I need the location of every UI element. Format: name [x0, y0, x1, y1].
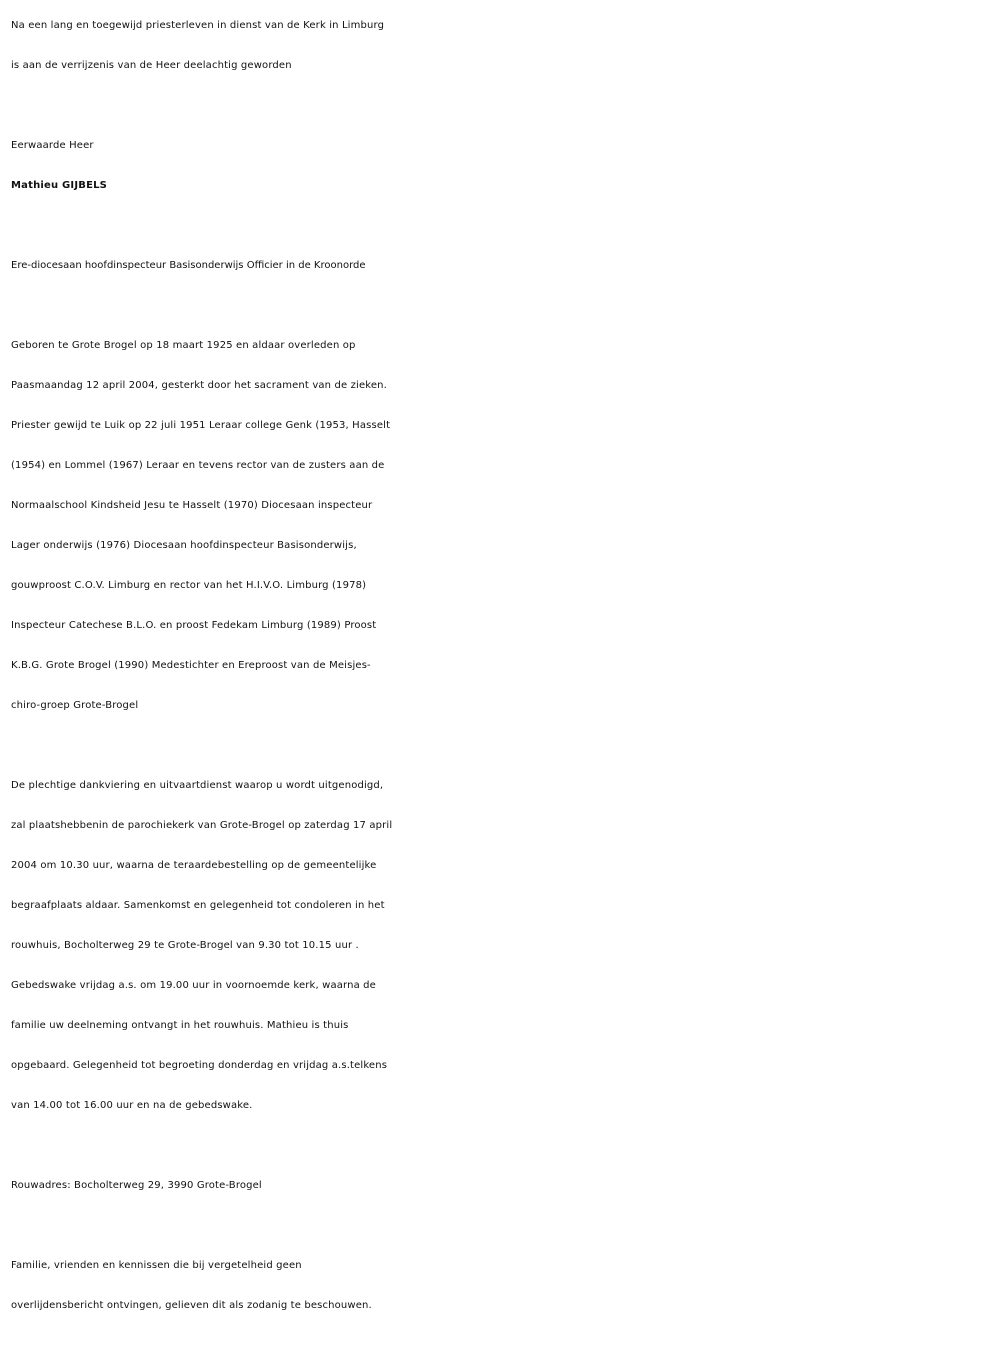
- intro-line: is aan de verrijzenis van de Heer deelachtig geworden: [11, 60, 292, 71]
- service-line: 2004 om 10.30 uur, waarna de teraardebestelling op de gemeentelijke: [11, 860, 377, 871]
- deceased-name: Mathieu GIJBELS: [11, 180, 108, 191]
- biography-line: chiro-groep Grote-Brogel: [11, 700, 139, 711]
- name-block: [11, 126, 1000, 206]
- intro-line: Na een lang en toegewijd priesterleven in dienst van de Kerk in Limburg: [11, 20, 385, 31]
- biography-line: Priester gewijd te Luik op 22 juli 1951 Leraar college Genk (1953, Hasselt: [11, 420, 391, 431]
- biography-paragraph: [11, 326, 1000, 726]
- address-block: [11, 1166, 1000, 1206]
- service-line: familie uw deelneming ontvangt in het rouwhuis. Mathieu is thuis: [11, 1020, 349, 1031]
- biography-line: gouwproost C.O.V. Limburg en rector van het H.I.V.O. Limburg (1978): [11, 580, 367, 591]
- honorific: Eerwaarde Heer: [11, 140, 94, 151]
- deceased-title: Ere-diocesaan hoofdinspecteur Basisonderwijs Officier in de Kroonorde: [11, 260, 366, 271]
- mourning-address: Rouwadres: Bocholterweg 29, 3990 Grote-Brogel: [11, 1180, 262, 1191]
- biography-line: K.B.G. Grote Brogel (1990) Medestichter en Ereproost van de Meisjes-: [11, 660, 371, 671]
- biography-line: (1954) en Lommel (1967) Leraar en tevens rector van de zusters aan de: [11, 460, 385, 471]
- biography-line: Inspecteur Catechese B.L.O. en proost Fedekam Limburg (1989) Proost: [11, 620, 377, 631]
- service-line: Gebedswake vrijdag a.s. om 19.00 uur in voornoemde kerk, waarna de: [11, 980, 376, 991]
- service-line: rouwhuis, Bocholterweg 29 te Grote-Brogel van 9.30 tot 10.15 uur .: [11, 940, 359, 951]
- biography-line: Lager onderwijs (1976) Diocesaan hoofdinspecteur Basisonderwijs,: [11, 540, 357, 551]
- service-line: zal plaatshebbenin de parochiekerk van Grote-Brogel op zaterdag 17 april: [11, 820, 393, 831]
- spacer: [11, 726, 1000, 766]
- spacer: [11, 206, 1000, 246]
- intro-paragraph: [11, 6, 1000, 86]
- biography-line: Geboren te Grote Brogel op 18 maart 1925 en aldaar overleden op: [11, 340, 356, 351]
- biography-line: Paasmaandag 12 april 2004, gesterkt door het sacrament van de zieken.: [11, 380, 387, 391]
- service-line: opgebaard. Gelegenheid tot begroeting donderdag en vrijdag a.s.telkens: [11, 1060, 388, 1071]
- title-block: [11, 246, 1000, 286]
- service-line: begraafplaats aldaar. Samenkomst en gelegenheid tot condoleren in het: [11, 900, 385, 911]
- closing-line: Familie, vrienden en kennissen die bij vergetelheid geen: [11, 1260, 302, 1271]
- closing-line: overlijdensbericht ontvingen, gelieven dit als zodanig te beschouwen.: [11, 1300, 372, 1311]
- spacer: [11, 286, 1000, 326]
- service-paragraph: [11, 766, 1000, 1126]
- spacer: [11, 86, 1000, 126]
- closing-paragraph: [11, 1246, 1000, 1326]
- spacer: [11, 1126, 1000, 1166]
- service-line: De plechtige dankviering en uitvaartdienst waarop u wordt uitgenodigd,: [11, 780, 384, 791]
- spacer: [11, 1206, 1000, 1246]
- biography-line: Normaalschool Kindsheid Jesu te Hasselt (1970) Diocesaan inspecteur: [11, 500, 373, 511]
- service-line: van 14.00 tot 16.00 uur en na de gebedswake.: [11, 1100, 253, 1111]
